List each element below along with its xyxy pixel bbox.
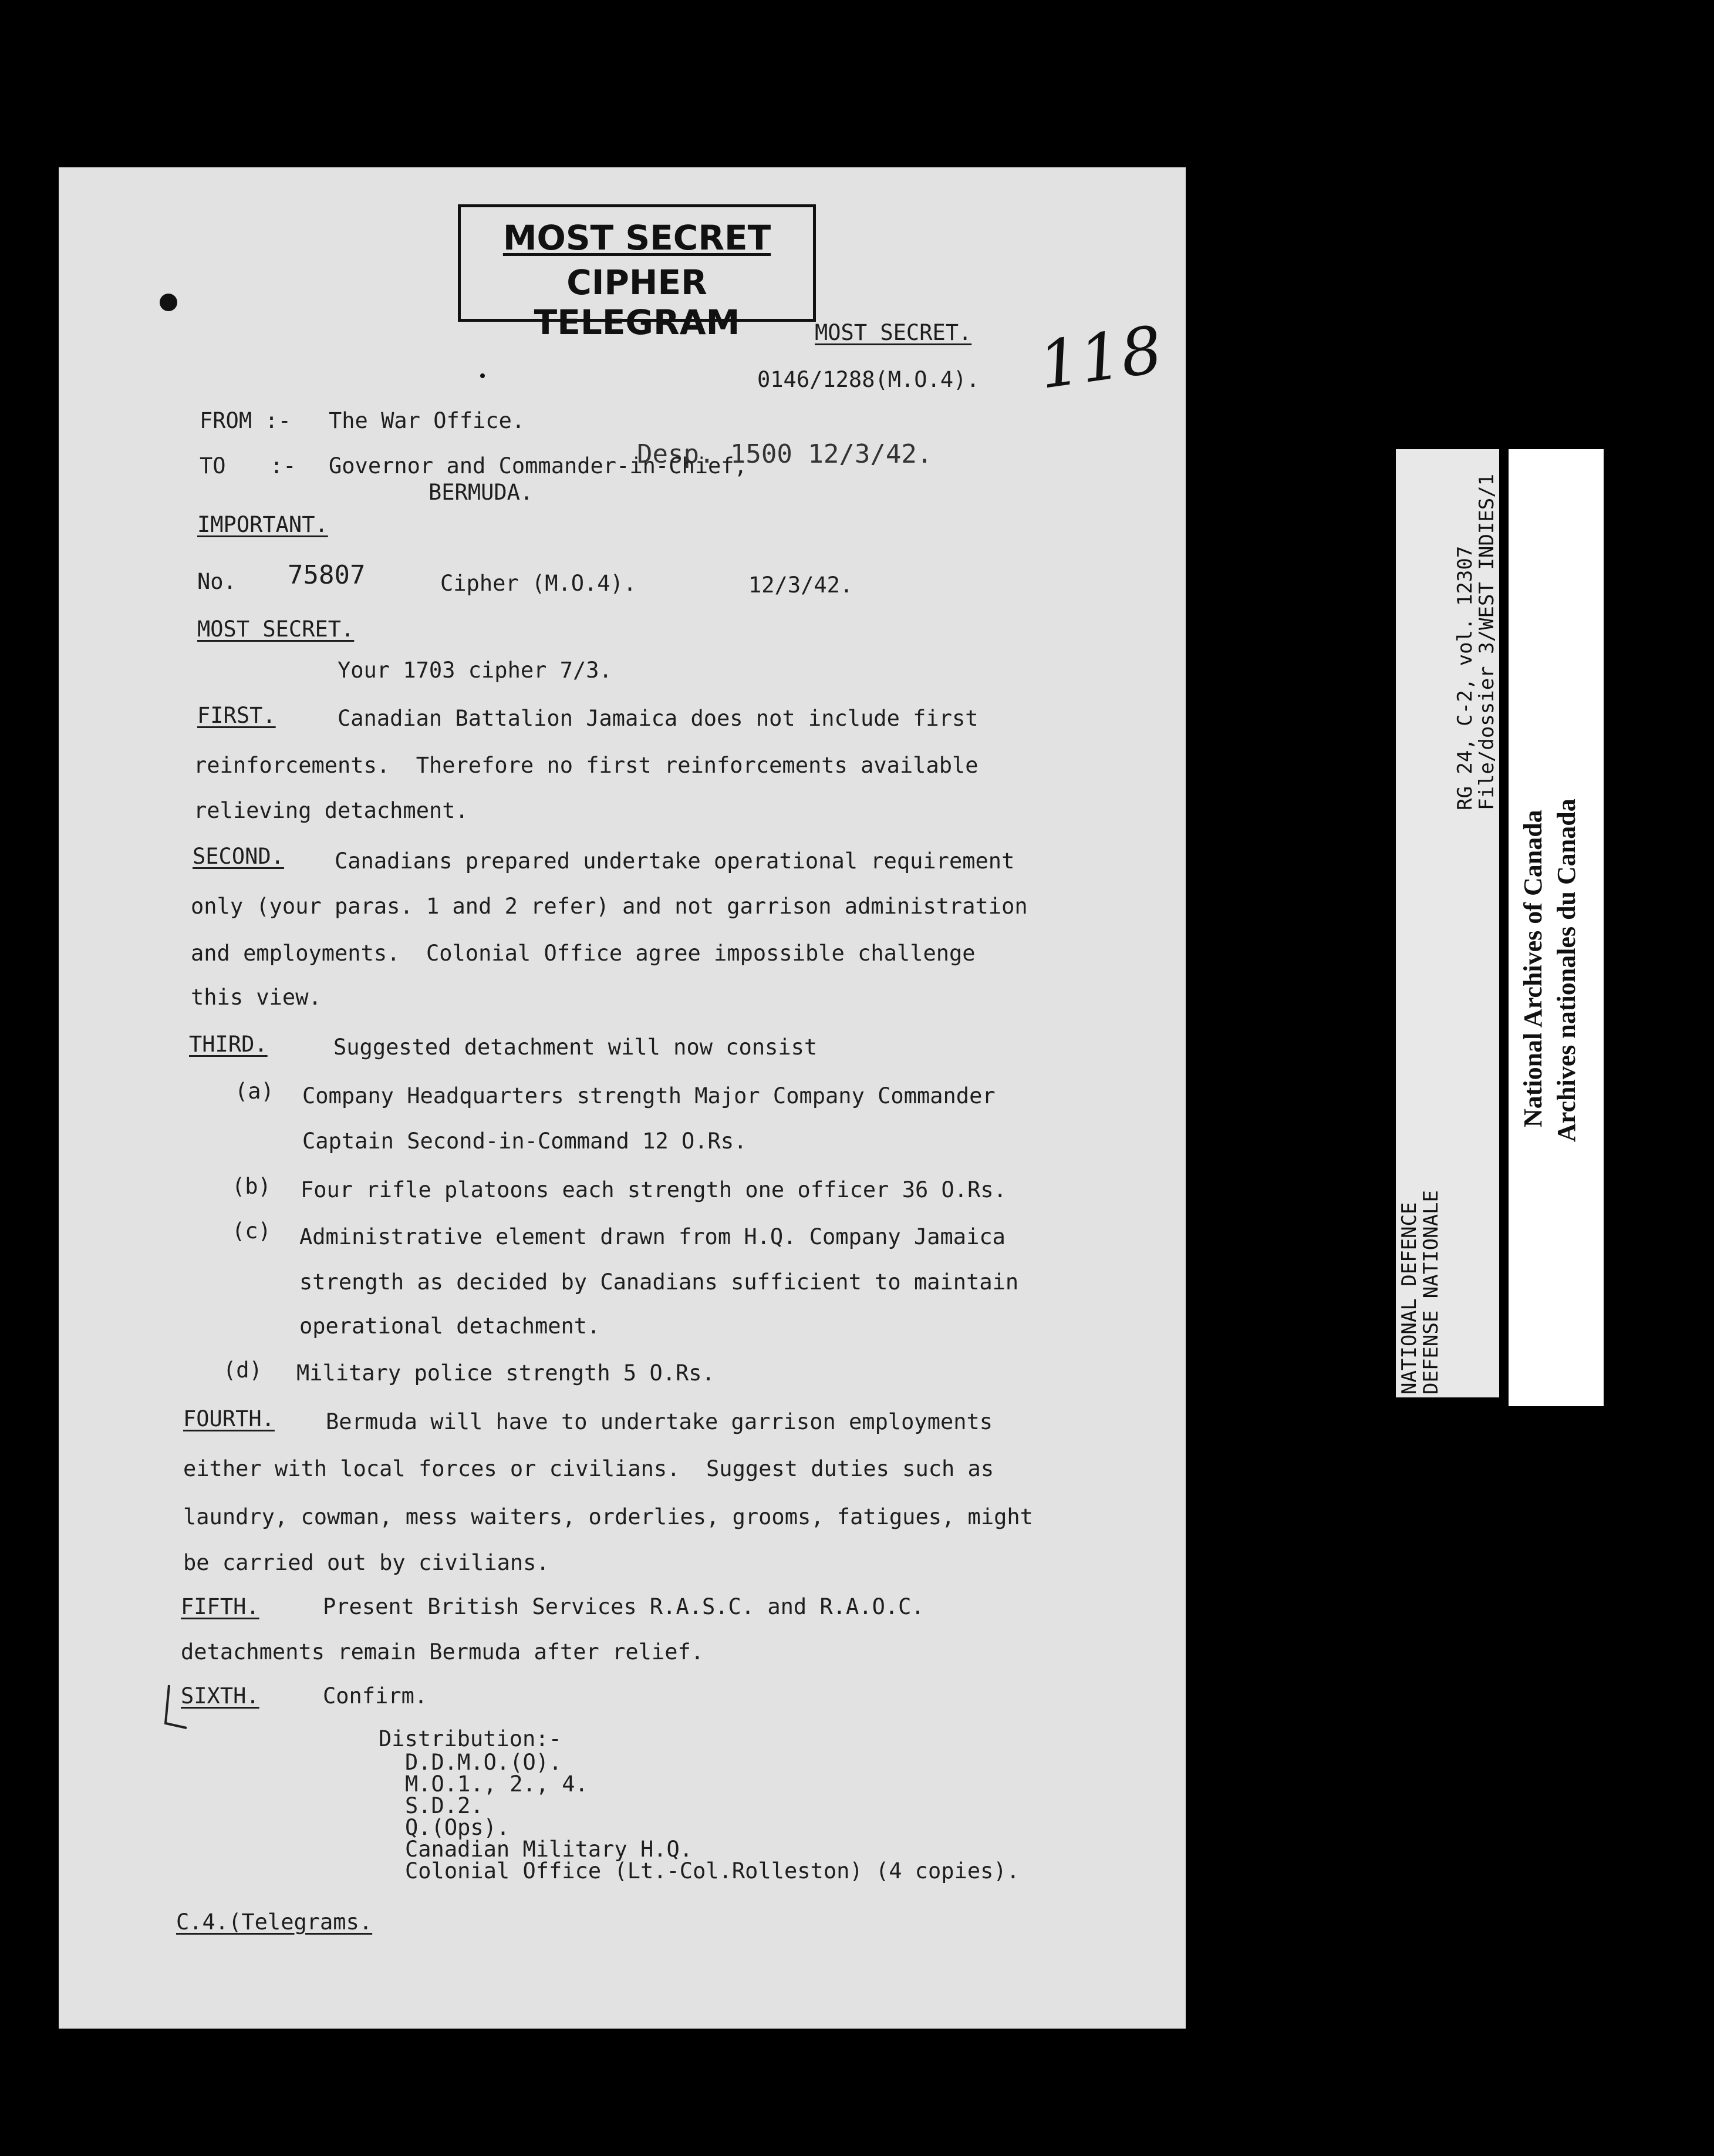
to-value: Governor and Commander-in-Chief, [329,453,747,479]
first-text-2: reinforcements. Therefore no first reinforcements available [194,753,979,778]
item-a-label: (a) [235,1079,274,1104]
priority-heading: IMPORTANT. [197,512,328,537]
stamp-line-2: CIPHER TELEGRAM [534,262,740,342]
second-text-4: this view. [191,985,322,1010]
item-d-text-1: Military police strength 5 O.Rs. [296,1360,715,1386]
archive-name-fr: Archives nationales du Canada [1552,799,1581,1142]
item-c-text-3: operational detachment. [299,1313,600,1339]
stamp-line-1: MOST SECRET [502,218,771,258]
distribution-item: Q.(Ops). [405,1815,510,1840]
fourth-text-4: be carried out by civilians. [183,1550,549,1575]
distribution-item: S.D.2. [405,1793,484,1818]
first-label: FIRST. [197,703,276,728]
fifth-text-1: Present British Services R.A.S.C. and R.A.O.C. [323,1594,925,1619]
distribution-item: M.O.1., 2., 4. [405,1771,588,1797]
first-text-1: Canadian Battalion Jamaica does not include first [338,706,979,731]
second-text-3: and employments. Colonial Office agree impossible challenge [191,941,976,966]
distribution-title: Distribution:- [379,1726,562,1751]
distribution-item: D.D.M.O.(O). [405,1750,562,1775]
number-label: No. [197,569,237,594]
fifth-label: FIFTH. [181,1594,259,1619]
cipher-ref: Cipher (M.O.4). [440,571,637,596]
distribution-item: Colonial Office (Lt.-Col.Rolleston) (4 copies). [405,1858,1020,1884]
archive-name-en: National Archives of Canada [1519,810,1547,1127]
fourth-text-1: Bermuda will have to undertake garrison employments [326,1409,993,1434]
sixth-text-1: Confirm. [323,1683,428,1709]
reference-number: 0146/1288(M.O.4). [757,367,980,392]
punch-hole [160,294,177,311]
most-secret-heading: MOST SECRET. [197,617,355,642]
despatch-time: Desp. 1500 12/3/42. [637,439,933,469]
sixth-label: SIXTH. [181,1683,259,1709]
ink-spot [480,373,485,378]
second-label: SECOND. [193,844,284,869]
archive-ref-file: File/dossier 3/WEST INDIES/1 [1475,473,1499,810]
margin-tick-mark [158,1682,194,1735]
from-label: FROM :- [200,408,291,433]
item-c-text-1: Administrative element drawn from H.Q. Company Jamaica [299,1224,1006,1249]
third-label: THIRD. [189,1032,268,1057]
item-c-text-2: strength as decided by Canadians sufficient to maintain [299,1269,1019,1295]
to-value-2: BERMUDA. [428,480,534,505]
to-separator: :- [270,453,296,479]
from-value: The War Office. [329,408,525,433]
fourth-text-2: either with local forces or civilians. Suggest duties such as [183,1456,994,1481]
classification-top: MOST SECRET. [815,320,972,345]
item-a-text-1: Company Headquarters strength Major Company Commander [302,1083,996,1109]
folio-number: 118 [1034,312,1167,403]
reference-line: Your 1703 cipher 7/3. [338,658,612,683]
to-label: TO [200,453,226,479]
second-text-2: only (your paras. 1 and 2 refer) and not garrison administration [191,894,1028,919]
third-text-1: Suggested detachment will now consist [333,1035,818,1060]
second-text-1: Canadians prepared undertake operational requirement [335,848,1015,874]
item-d-label: (d) [223,1357,262,1383]
footer-office: C.4.(Telegrams. [176,1909,373,1935]
item-b-label: (b) [232,1174,271,1199]
telegram-number: 75807 [288,560,366,590]
item-c-label: (c) [232,1218,271,1244]
fourth-text-3: laundry, cowman, mess waiters, orderlies, grooms, fatigues, might [183,1504,1033,1530]
distribution-item: Canadian Military H.Q. [405,1837,693,1862]
item-a-text-2: Captain Second-in-Command 12 O.Rs. [302,1128,747,1154]
archive-dept-en: NATIONAL DEFENCE [1398,1202,1421,1394]
fourth-label: FOURTH. [183,1406,275,1431]
first-text-3: relieving detachment. [194,798,468,823]
telegram-date: 12/3/42. [748,572,853,598]
fifth-text-2: detachments remain Bermuda after relief. [181,1639,704,1665]
item-b-text-1: Four rifle platoons each strength one officer 36 O.Rs. [301,1177,1007,1202]
most-secret-stamp [458,204,816,342]
archive-dept-fr: DEFENSE NATIONALE [1419,1190,1443,1394]
archive-ref-volume: RG 24, C-2, vol. 12307 [1453,545,1477,810]
